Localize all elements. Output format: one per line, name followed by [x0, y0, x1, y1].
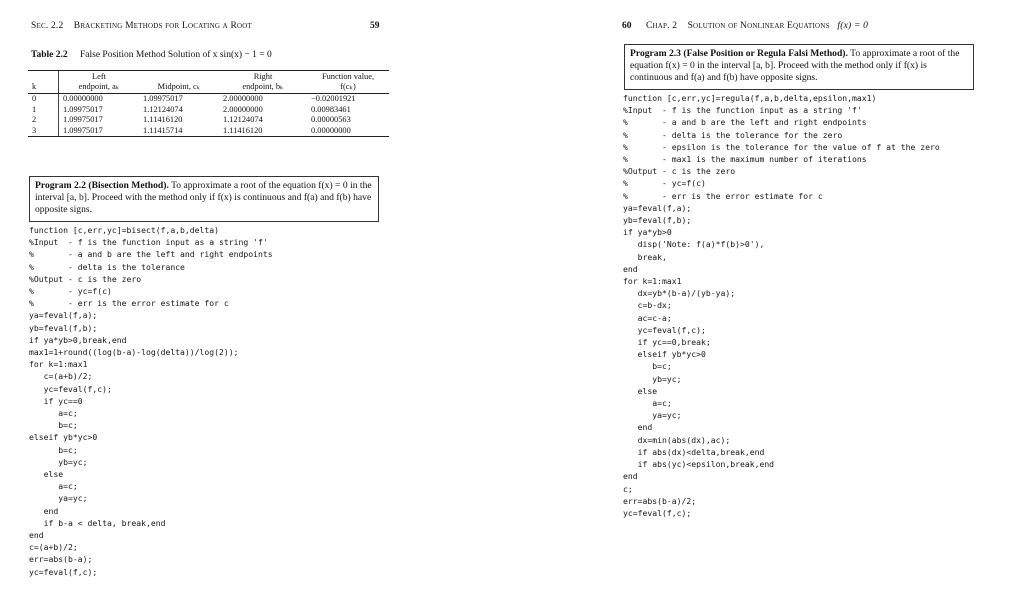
program-description-box	[29, 176, 379, 222]
section-number: Sec. 2.2	[31, 21, 64, 31]
program-description-box	[624, 44, 974, 90]
page-number: 59	[370, 21, 380, 31]
table-row: 1 1.09975017 1.12124074 2.00000000 0.00983461	[32, 104, 351, 114]
column-header-midpoint: Midpoint, cₖ	[139, 71, 219, 94]
false-position-table	[28, 70, 389, 137]
running-header	[646, 21, 868, 31]
chapter-number: Chap. 2	[646, 21, 678, 31]
table-row: 2 1.09975017 1.11416120 1.12124074 0.00000563	[32, 115, 351, 124]
chapter-title: Solution of Nonlinear Equations	[687, 21, 830, 31]
column-header-left-endpoint: Left endpoint, aₖ	[59, 71, 140, 94]
program-title: Program 2.3 (False Position or Regula Falsi Method).	[630, 48, 848, 59]
bisection-code-listing: function [c,err,yc]=bisect(f,a,b,delta) %Input - f is the function input as a string 'f' % - a and b are the left and right endpoints % - delta is the tolerance %Output - c is the zero % - yc=f(c) % - err is the error estimate for c ya=feval(f,a); yb=feval(f,b); if ya*yb>0,break,end max1=1+round((log(b-a)-log(delta))/log(2)); for k=1:max1 c=(a+b)/2; yc=feval(f,c); if yc==0 a=c; b=c; elseif yb*yc>0 b=c; yb=yc; else a=c; ya=yc; end if b-a < delta, break,end end c=(a+b)/2; err=abs(b-a); yc=feval(f,c);	[29, 225, 273, 577]
right-page	[512, 0, 1024, 591]
program-description: To approximate a root of the equation f(x) = 0 in the interval [a, b]. Proceed with the method only if f(x) is continuous and f(a) and f(b) have opposite signs.	[630, 48, 960, 84]
regula-falsi-code-listing: function [c,err,yc]=regula(f,a,b,delta,epsilon,max1) %Input - f is the function input as a string 'f' % - a and b are the left and right endpoints % - delta is the tolerance for the zero % - epsilon is the tolerance for the value of f at the zero % - max1 is the maximum number of iterations %Output - c is the zero % - yc=f(c) % - err is the error estimate for c ya=feval(f,a); yb=feval(f,b); if ya*yb>0 disp('Note: f(a)*f(b)>0'), break, end for k=1:max1 dx=yb*(b-a)/(yb-ya); c=b-dx; ac=c-a; yc=feval(f,c); if yc==0,break; elseif yb*yc>0 b=c; yb=yc; else a=c; ya=yc; end dx=min(abs(dx),ac); if abs(dx)<delta,break,end if abs(yc)<epsilon,break,end end c; err=abs(b-a)/2; yc=feval(f,c);	[623, 93, 940, 518]
table-label: Table 2.2	[31, 50, 68, 60]
column-header-k: k	[28, 71, 59, 94]
table-row: 0 0.00000000 1.09975017 2.00000000 −0.02001921	[32, 94, 356, 103]
table-header-row	[28, 71, 389, 94]
column-header-function-value: Function value, f(cₖ)	[307, 71, 389, 94]
page-number: 60	[622, 21, 632, 31]
section-title: Bracketing Methods for Locating a Root	[73, 21, 253, 31]
header-equation: f(x) = 0	[837, 21, 869, 31]
program-title: Program 2.2 (Bisection Method).	[35, 180, 169, 191]
column-header-right-endpoint: Right endpoint, bₖ	[219, 71, 307, 94]
table-row: 3 1.09975017 1.11415714 1.11416120 0.00000000	[28, 126, 389, 137]
table-title: False Position Method Solution of x sin(x) − 1 = 0	[79, 50, 272, 60]
program-description: To approximate a root of the equation f(x) = 0 in the interval [a, b]. Proceed with the method only if f(x) is continuous and f(a) and f(b) have opposite signs.	[35, 180, 372, 216]
running-header	[31, 21, 252, 31]
table-caption	[31, 50, 272, 60]
